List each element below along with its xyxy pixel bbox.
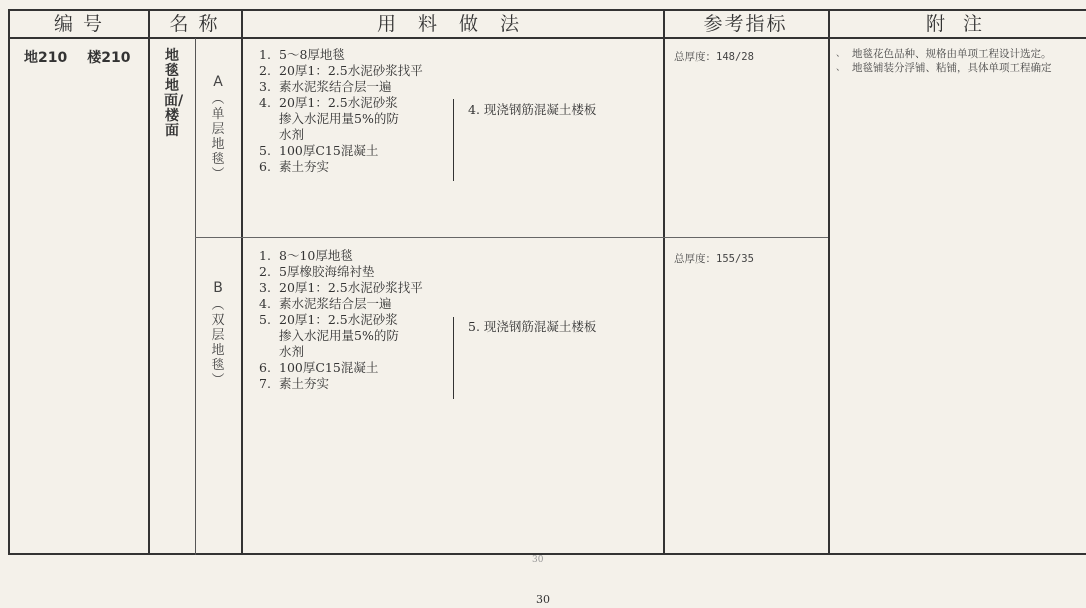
name-vertical: 地毯地面/楼面: [164, 48, 184, 139]
step-continuation: 掺入水泥用量5%的防: [279, 111, 399, 126]
step-number: 1.: [259, 248, 271, 263]
step-item: [259, 143, 423, 159]
step-text: 100厚C15混凝土: [279, 360, 379, 375]
step-item: [259, 63, 423, 79]
step-item: [259, 312, 423, 328]
row-divider: [195, 237, 828, 238]
step-number: 2.: [259, 264, 271, 279]
type-b-label: [210, 281, 226, 388]
step-continuation: 水剂: [279, 127, 305, 142]
step-number: 6.: [259, 360, 271, 375]
step-text: 素土夯实: [279, 159, 330, 174]
col-divider: [195, 38, 196, 555]
page-number: 30: [536, 593, 550, 606]
step-item: [259, 264, 423, 280]
page-number-faint: 30: [532, 555, 544, 565]
step-item: [259, 159, 423, 175]
step-text: 20厚1：2.5水泥砂浆找平: [279, 63, 423, 78]
col-divider: [828, 11, 830, 555]
code-ground: 地210: [24, 50, 68, 66]
step-continuation: 掺入水泥用量5%的防: [279, 328, 399, 343]
step-number: 3.: [259, 79, 271, 94]
type-b-split-line: [453, 317, 454, 399]
type-a-steps: [259, 47, 423, 175]
type-a-ref: 总厚度：148/28: [674, 51, 754, 63]
step-number: 5.: [259, 143, 271, 158]
step-text: 100厚C15混凝土: [279, 143, 379, 158]
note-item: 、 地毯铺装分浮铺、粘铺，具体单项工程确定: [840, 62, 1080, 75]
step-text: 20厚1：2.5水泥砂浆: [279, 312, 398, 327]
type-b-desc: ︵ 双 层 地 毯 ︶: [211, 298, 225, 388]
construction-table: [8, 9, 1086, 555]
col-divider: [148, 11, 150, 555]
type-a-side-step: 4. 现浇钢筋混凝土楼板: [468, 102, 597, 117]
type-b-letter: B: [213, 280, 223, 296]
type-a-letter: A: [213, 74, 223, 90]
code-floor: 楼210: [87, 50, 131, 66]
step-item: [259, 47, 423, 63]
step-number: 2.: [259, 63, 271, 78]
header-ref: 参考指标: [703, 13, 788, 35]
header-notes: 附 注: [925, 13, 989, 35]
step-continuation: 水剂: [279, 344, 305, 359]
step-text: 20厚1：2.5水泥砂浆找平: [279, 280, 423, 295]
type-b-ref: 总厚度：155/35: [674, 253, 754, 265]
step-number: 6.: [259, 159, 271, 174]
type-a-split-line: [453, 99, 454, 181]
type-a-label: [210, 75, 226, 182]
type-b-steps: [259, 248, 423, 392]
step-number: 4.: [259, 95, 271, 110]
step-text: 5厚橡胶海绵衬垫: [279, 264, 375, 279]
header-code: 编 号: [53, 13, 105, 35]
step-text: 素土夯实: [279, 376, 330, 391]
header-name: 名 称: [169, 13, 220, 35]
step-item: [259, 79, 423, 95]
step-item: [259, 376, 423, 392]
step-item: [259, 296, 423, 312]
step-item: [259, 95, 423, 111]
note-item: 、 地毯花色品种、规格由单项工程设计选定。: [840, 48, 1080, 61]
step-text: 素水泥浆结合层一遍: [279, 79, 392, 94]
header-method: 用 料 做 法: [376, 13, 528, 35]
step-number: 3.: [259, 280, 271, 295]
step-number: 4.: [259, 296, 271, 311]
step-text: 5～8厚地毯: [279, 47, 345, 62]
step-number: 7.: [259, 376, 271, 391]
step-item: [259, 280, 423, 296]
notes-list: [840, 48, 1080, 76]
type-a-desc: ︵ 单 层 地 毯 ︶: [211, 92, 225, 182]
step-number: 5.: [259, 312, 271, 327]
step-item: [259, 360, 423, 376]
step-text: 8～10厚地毯: [279, 248, 353, 263]
type-b-side-step: 5. 现浇钢筋混凝土楼板: [468, 319, 597, 334]
col-divider: [241, 11, 243, 555]
step-number: 1.: [259, 47, 271, 62]
step-item: [259, 248, 423, 264]
col-divider: [663, 11, 665, 555]
entry-code: [24, 47, 150, 67]
header-rule: [10, 37, 1086, 39]
step-text: 20厚1：2.5水泥砂浆: [279, 95, 398, 110]
step-text: 素水泥浆结合层一遍: [279, 296, 392, 311]
